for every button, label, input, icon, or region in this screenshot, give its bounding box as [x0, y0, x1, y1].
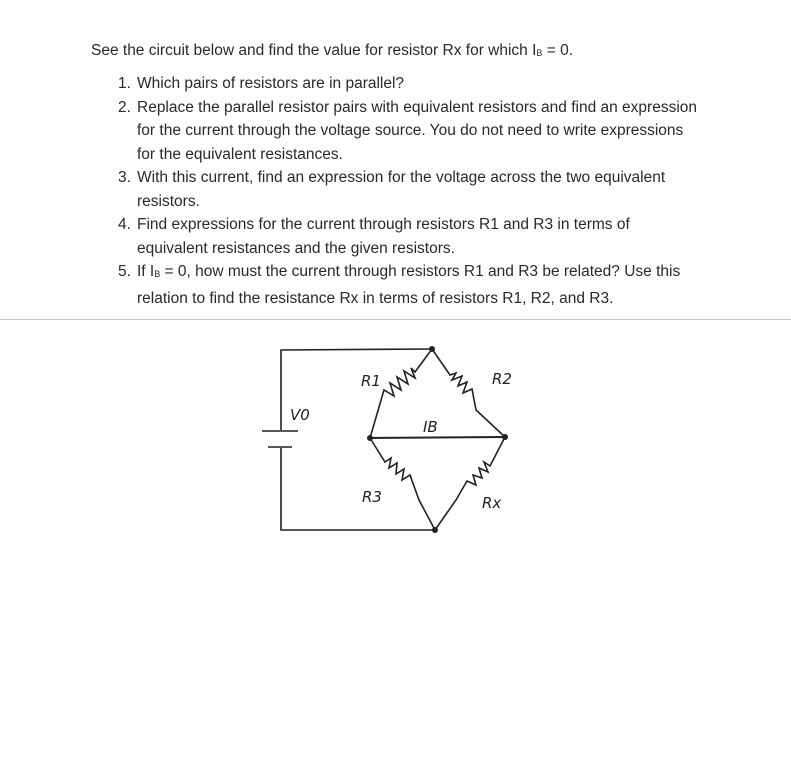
- question-text: = 0, how must the current through resistors R1 and R3 be related? Use this relation to find the resistance Rx in terms of resistors R1, R2, and R3.: [137, 263, 681, 307]
- intro-text-end: = 0.: [542, 42, 574, 59]
- node-right: [502, 434, 508, 440]
- question-number: 3.: [118, 169, 131, 186]
- node-top: [429, 346, 435, 352]
- label-rx: Rx: [482, 494, 502, 512]
- question-number: 5.: [118, 263, 131, 280]
- resistor-r2: [432, 349, 505, 437]
- label-ib: IB: [423, 418, 438, 436]
- question-text: If I: [137, 263, 155, 280]
- resistor-r3: [370, 438, 435, 530]
- intro-text: See the circuit below and find the value for resistor Rx for which I: [91, 42, 537, 59]
- question-subscript: B: [154, 269, 161, 279]
- intro-subscript: B: [536, 48, 543, 58]
- question-text: With this current, find an expression for the voltage across the two equivalent resistors.: [137, 169, 666, 210]
- label-r3: R3: [362, 488, 382, 506]
- wire-bottom: [281, 448, 435, 530]
- question-text: Replace the parallel resistor pairs with equivalent resistors and find an expression for the current through the voltage source. You do not need to write expressions for the equivalent resistances.: [137, 98, 698, 163]
- label-v0: V0: [290, 406, 310, 424]
- node-bottom: [432, 527, 438, 533]
- node-left: [367, 435, 373, 441]
- resistor-rx: [435, 437, 505, 530]
- question-number: 2.: [118, 98, 131, 116]
- question-number: 1.: [118, 75, 131, 92]
- question-text: Which pairs of resistors are in parallel?: [137, 75, 405, 92]
- bridge-wire: [370, 437, 505, 438]
- label-r1: R1: [361, 372, 381, 390]
- question-number: 4.: [118, 216, 131, 233]
- question-text: Find expressions for the current through resistors R1 and R3 in terms of equivalent resistances and the given resistors.: [137, 216, 630, 257]
- label-r2: R2: [492, 370, 512, 388]
